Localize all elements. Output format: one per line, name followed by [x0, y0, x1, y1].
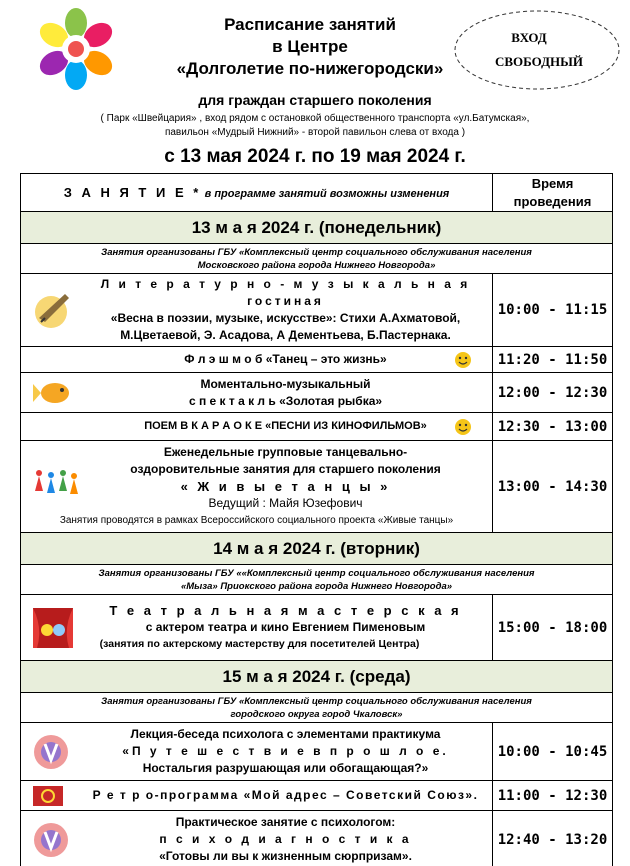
theater-stage-icon [31, 606, 75, 650]
entry-label-2: СВОБОДНЫЙ [494, 54, 584, 69]
table-row [21, 347, 613, 373]
activity-cell: Ф л э ш м о б «Танец – это жизнь» [21, 347, 493, 373]
psychology-emblem-icon [31, 820, 71, 860]
retro-badge-icon [31, 784, 65, 808]
day-title: 14 м а я 2024 г. (вторник) [21, 533, 613, 565]
time-cell: 13:00 - 14:30 [493, 441, 613, 533]
smiley-icon [452, 417, 474, 437]
organizer-row: Занятия организованы ГБУ «Комплексный центр социального обслуживания населения Московского района города Нижнего Новгорода» [21, 244, 613, 274]
day-title: 13 м а я 2024 г. (понедельник) [21, 212, 613, 244]
page-header [0, 0, 630, 172]
time-header: Время проведения [493, 174, 613, 212]
table-row [21, 413, 613, 441]
dashed-oval-icon [452, 8, 622, 92]
day-row [21, 661, 613, 693]
address [60, 112, 570, 140]
activity-cell: Еженедельные групповые танцевально- оздоровительные занятия для старшего поколения « Ж и в ы е т а н ц ы » Ведущий : Майя Юзефович Занятия проводятся в рамках Всероссийского социального проекта «Живые танцы» [21, 441, 493, 533]
day-row [21, 533, 613, 565]
organizer-row: Занятия организованы ГБУ «Комплексный центр социального обслуживания населения городского округа город Чкаловск» [21, 693, 613, 723]
free-entry-badge [452, 8, 622, 92]
time-cell: 12:30 - 13:00 [493, 413, 613, 441]
dancers-icon [31, 467, 79, 507]
day-title: 15 м а я 2024 г. (среда) [21, 661, 613, 693]
day-row [21, 212, 613, 244]
activity-cell: Практическое занятие с психологом: п с и х о д и а г н о с т и к а «Готовы ли вы к жизненным сюрпризам». [21, 811, 493, 866]
activity-cell: Т е а т р а л ь н а я м а с т е р с к а я с актером театра и кино Евгением Пименовым (занятия по актерскому мастерству для посетителей Центра) [21, 595, 493, 661]
time-cell: 12:00 - 12:30 [493, 373, 613, 413]
smiley-icon [452, 350, 474, 370]
activity-header: З А Н Я Т И Е * в программе занятий возможны изменения [21, 174, 493, 212]
activity-cell: Р е т р о-программа «Мой адрес – Советский Союз». [21, 781, 493, 811]
table-row [21, 441, 613, 533]
activity-cell: Моментально-музыкальный с п е к т а к л ь «Золотая рыбка» [21, 373, 493, 413]
table-row [21, 595, 613, 661]
title-line-3: «Долголетие по-нижегородски» [176, 59, 444, 78]
schedule-table [20, 173, 613, 866]
entry-label-1: ВХОД [511, 30, 547, 45]
subtitle: для граждан старшего поколения [198, 92, 432, 108]
title-line-2: в Центре [272, 37, 348, 56]
time-cell: 15:00 - 18:00 [493, 595, 613, 661]
time-cell: 11:20 - 11:50 [493, 347, 613, 373]
goldfish-icon [31, 374, 75, 412]
quill-icon [31, 288, 75, 332]
table-row [21, 811, 613, 866]
time-cell: 11:00 - 12:30 [493, 781, 613, 811]
psychology-emblem-icon [31, 732, 71, 772]
time-cell: 10:00 - 11:15 [493, 274, 613, 347]
activity-cell: Л и т е р а т у р н о - м у з ы к а л ь н а я гостиная «Весна в поэзии, музыке, искусстве»: Стихи А.Ахматовой, М.Цветаевой, Э. Асадова, А Дементьева, Б.Пастернака. [21, 274, 493, 347]
address-line-1: ( Парк «Швейцария» , вход рядом с остановкой общественного транспорта «ул.Батумская», [100, 113, 530, 124]
table-row [21, 723, 613, 781]
table-header-row [21, 174, 613, 212]
table-row [21, 781, 613, 811]
schedule-period: с 13 мая 2024 г. по 19 мая 2024 г. [164, 146, 466, 167]
center-logo-icon [36, 8, 116, 90]
title-line-1: Расписание занятий [224, 15, 396, 34]
table-row [21, 274, 613, 347]
time-cell: 10:00 - 10:45 [493, 723, 613, 781]
address-line-2: павильон «Мудрый Нижний» - второй павильон слева от входа ) [164, 127, 466, 138]
page-title [120, 14, 500, 80]
time-cell: 12:40 - 13:20 [493, 811, 613, 866]
organizer-row: Занятия организованы ГБУ ««Комплексный центр социального обслуживания населения «Мыза» Приокского района города Нижнего Новгорода» [21, 565, 613, 595]
activity-cell: Лекция-беседа психолога с элементами практикума «П у т е ш е с т в и е в п р о ш л о е. Ностальгия разрушающая или обогащающая?» [21, 723, 493, 781]
table-row [21, 373, 613, 413]
activity-cell: ПОЕМ В К А Р А О К Е «ПЕСНИ ИЗ КИНОФИЛЬМОВ» [21, 413, 493, 441]
